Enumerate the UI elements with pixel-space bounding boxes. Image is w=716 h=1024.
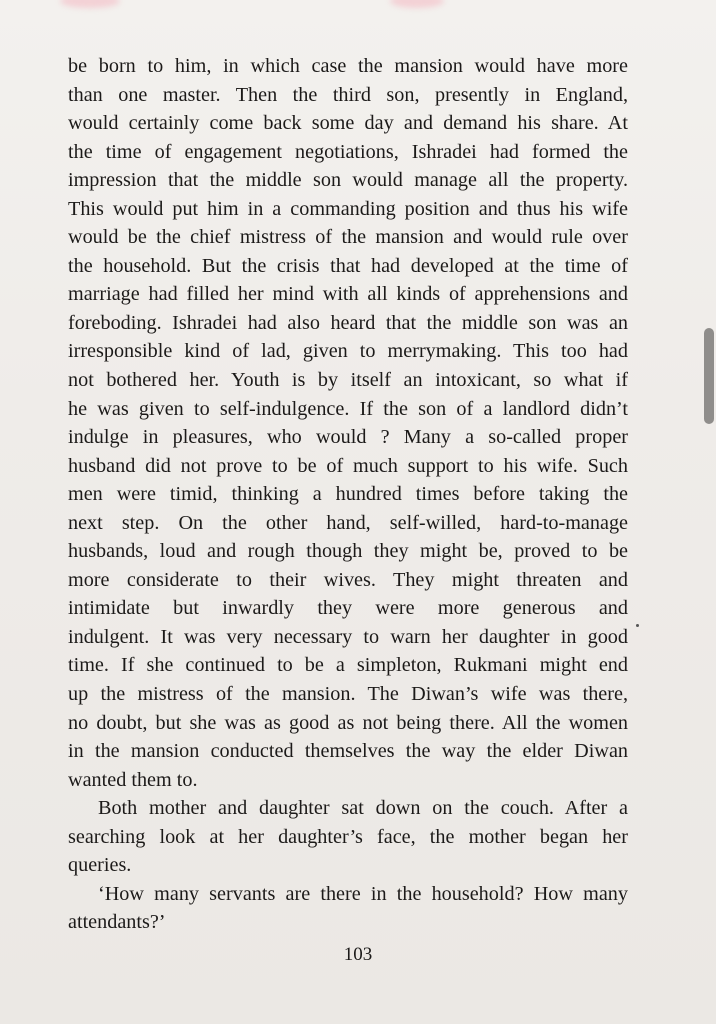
text-line: impression that the middle son would manage all the property. [68, 169, 628, 192]
text-line: time. If she continued to be a simpleton, Rukmani might end [68, 654, 628, 677]
text-line: marriage had filled her mind with all kinds of apprehensions and [68, 283, 628, 306]
scrollbar-thumb[interactable] [704, 328, 714, 424]
text-line: than one master. Then the third son, presently in England, [68, 83, 628, 106]
text-line: the time of engagement negotiations, Ishradei had formed the [68, 140, 628, 163]
text-line: next step. On the other hand, self-willed, hard-to-manage [68, 511, 628, 534]
text-line: men were timid, thinking a hundred times before taking the [68, 483, 628, 506]
text-line: This would put him in a commanding position and thus his wife [68, 197, 628, 220]
body-text [68, 52, 628, 937]
pink-smudge [60, 0, 120, 8]
paragraph-end-line: attendants?’ [68, 911, 166, 934]
text-line: would be the chief mistress of the mansion and would rule over [68, 226, 628, 249]
text-line: indulgent. It was very necessary to warn her daughter in good [68, 625, 628, 648]
text-line: up the mistress of the mansion. The Diwan’s wife was there, [68, 683, 628, 706]
pink-smudge [390, 0, 444, 8]
text-line: in the mansion conducted themselves the way the elder Diwan [68, 740, 628, 763]
paragraph-start-line: Both mother and daughter sat down on the couch. After a [98, 797, 628, 820]
text-line: foreboding. Ishradei had also heard that the middle son was an [68, 311, 628, 334]
text-line: he was given to self-indulgence. If the son of a landlord didn’t [68, 397, 628, 420]
paragraph-start-line: ‘How many servants are there in the household? How many [98, 882, 628, 905]
text-line: be born to him, in which case the mansion would have more [68, 55, 628, 77]
print-speck [636, 624, 639, 627]
text-line: more considerate to their wives. They might threaten and [68, 568, 628, 591]
text-line: searching look at her daughter’s face, the mother began her [68, 825, 628, 848]
text-line: intimidate but inwardly they were more generous and [68, 597, 628, 620]
paragraph-end-line: wanted them to. [68, 768, 198, 791]
text-line: would certainly come back some day and demand his share. At [68, 112, 628, 135]
text-line: the household. But the crisis that had developed at the time of [68, 254, 628, 277]
paragraph-end-line: queries. [68, 854, 132, 877]
text-line: not bothered her. Youth is by itself an intoxicant, so what if [68, 369, 628, 392]
text-line: indulge in pleasures, who would ? Many a so-called proper [68, 426, 628, 449]
text-line: husband did not prove to be of much support to his wife. Such [68, 454, 628, 477]
page-number: 103 [343, 944, 373, 965]
text-line: no doubt, but she was as good as not being there. All the women [68, 711, 628, 734]
text-line: irresponsible kind of lad, given to merrymaking. This too had [68, 340, 628, 363]
text-line: husbands, loud and rough though they might be, proved to be [68, 540, 628, 563]
